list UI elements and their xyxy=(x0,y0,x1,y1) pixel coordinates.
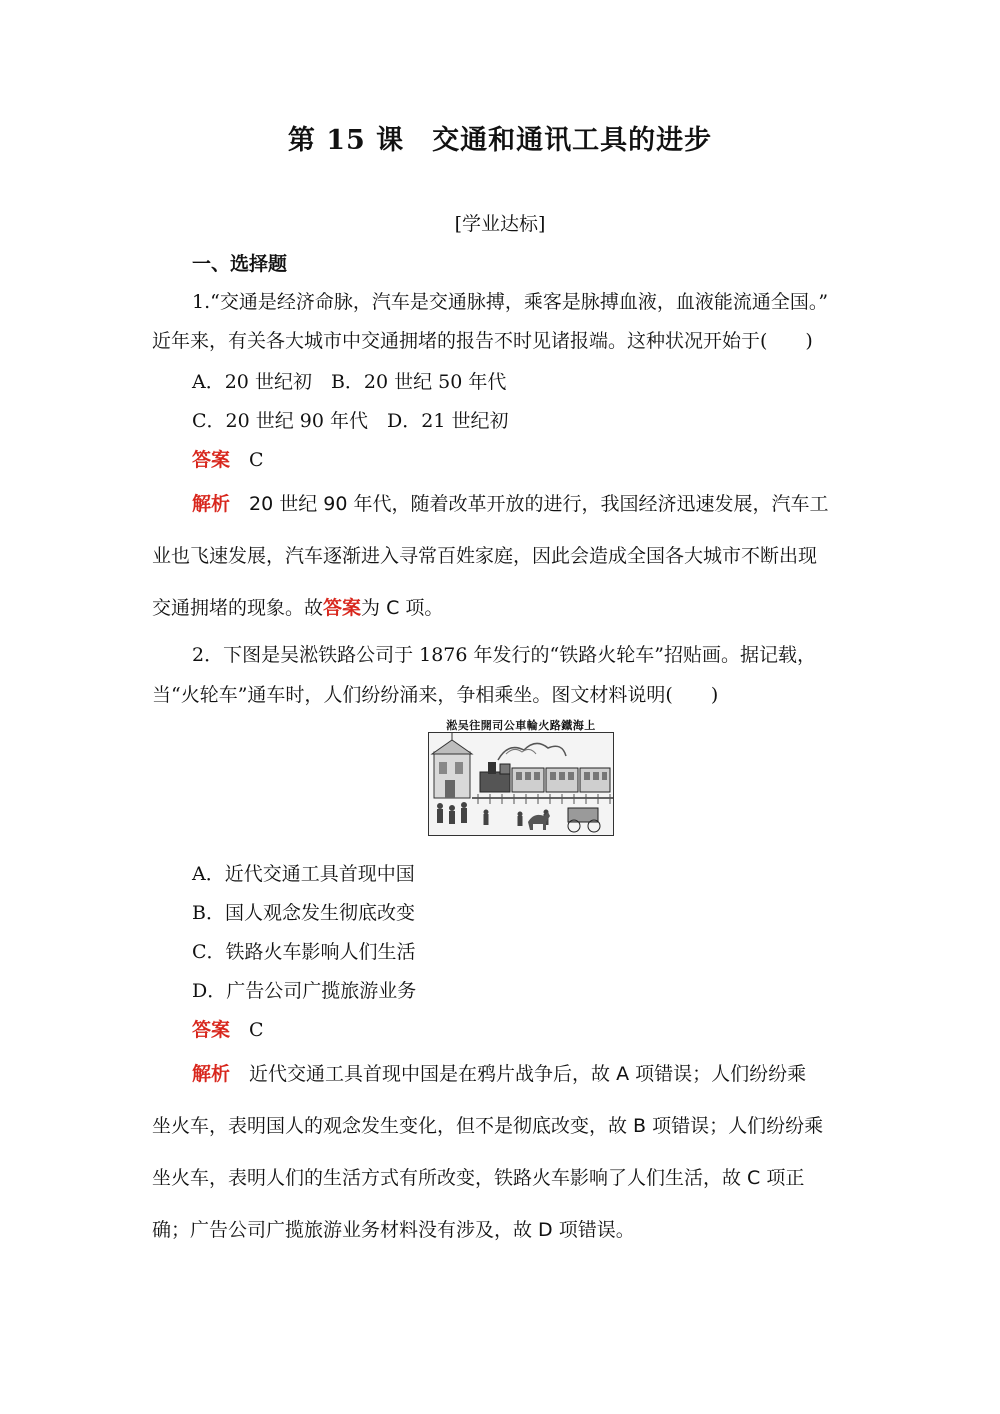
q2-option-c: C．铁路火车影响人们生活 xyxy=(192,941,416,963)
q2-answer-label: 答案 xyxy=(192,1019,231,1041)
q2-analysis-text1: 近代交通工具首现中国是在鸦片战争后，故 A 项错误；人们纷纷乘 xyxy=(249,1063,807,1085)
q2-answer-value: C xyxy=(249,1019,264,1041)
q2-answer xyxy=(192,1015,264,1042)
q2-stem-line1: 2．下图是吴淞铁路公司于 1876 年发行的“铁路火轮车”招贴画。据记载， xyxy=(192,644,816,666)
q2-option-b: B．国人观念发生彻底改变 xyxy=(192,902,415,924)
q1-analysis-line3 xyxy=(152,593,443,620)
q1-analysis-line1 xyxy=(192,489,829,516)
q2-analysis-line1 xyxy=(192,1059,806,1086)
q2-analysis-line2: 坐火车，表明国人的观念发生变化，但不是彻底改变，故 B 项错误；人们纷纷乘 xyxy=(152,1115,824,1137)
q2-option-d: D．广告公司广揽旅游业务 xyxy=(192,980,417,1002)
section-heading: 一、选择题 xyxy=(192,253,288,275)
q1-analysis-text3b: 为 C 项。 xyxy=(361,597,444,619)
train-poster-figure xyxy=(428,717,614,837)
q1-answer-label: 答案 xyxy=(192,449,231,471)
q2-analysis-line3: 坐火车，表明人们的生活方式有所改变，铁路火车影响了人们生活，故 C 项正 xyxy=(152,1167,805,1189)
q1-options-line2: C．20 世纪 90 年代 D．21 世纪初 xyxy=(192,410,509,432)
train-poster-illustration xyxy=(428,732,614,836)
q2-option-a: A．近代交通工具首现中国 xyxy=(192,863,415,885)
page-title: 第 15 课 交通和通讯工具的进步 xyxy=(287,125,713,156)
q2-stem-line2: 当“火轮车”通车时，人们纷纷涌来，争相乘坐。图文材料说明( ) xyxy=(152,684,719,706)
q1-analysis-label: 解析 xyxy=(192,493,231,515)
section-tag: [学业达标] xyxy=(454,213,546,235)
q2-analysis-line4: 确；广告公司广揽旅游业务材料没有涉及，故 D 项错误。 xyxy=(152,1219,635,1241)
q2-analysis-label: 解析 xyxy=(192,1063,231,1085)
q1-answer-value: C xyxy=(249,449,264,471)
figure-caption: 淞吴往開司公車輪火路鐵海上 xyxy=(446,719,596,732)
q1-stem-line1: 1.“交通是经济命脉，汽车是交通脉搏，乘客是脉搏血液，血液能流通全国。” xyxy=(192,291,829,313)
q1-analysis-text3a: 交通拥堵的现象。故 xyxy=(152,597,324,619)
q1-analysis-answer-word: 答案 xyxy=(323,597,362,619)
q1-analysis-line2: 业也飞速发展，汽车逐渐进入寻常百姓家庭，因此会造成全国各大城市不断出现 xyxy=(152,545,818,567)
q1-analysis-text1: 20 世纪 90 年代，随着改革开放的进行，我国经济迅速发展，汽车工 xyxy=(249,493,829,515)
q1-stem-line2: 近年来，有关各大城市中交通拥堵的报告不时见诸报端。这种状况开始于( ) xyxy=(152,330,813,352)
q1-answer xyxy=(192,445,264,472)
q1-options-line1: A．20 世纪初 B．20 世纪 50 年代 xyxy=(192,371,507,393)
